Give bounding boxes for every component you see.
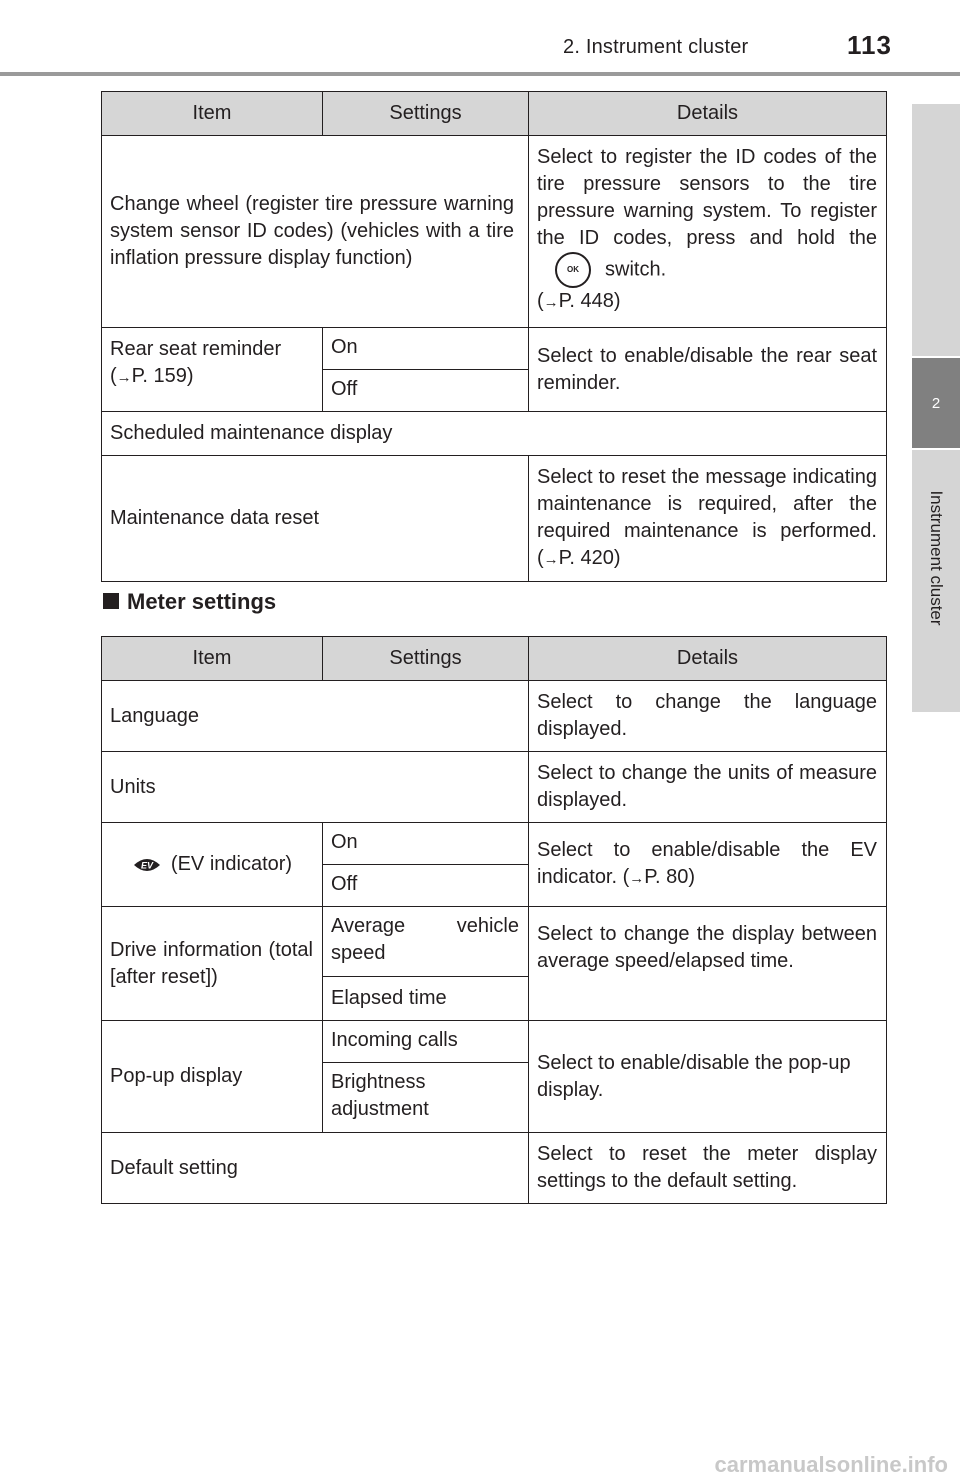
header-item: Item — [102, 637, 323, 681]
ok-switch-icon: OK — [555, 252, 591, 288]
chapter-tab-number: 2 — [912, 358, 960, 448]
table-header-row — [102, 92, 887, 136]
details-units: Select to change the units of measure displayed. — [529, 752, 887, 823]
setting-on: On — [323, 328, 529, 370]
table-row — [102, 1021, 887, 1063]
table-row — [102, 328, 887, 370]
page-ref-link[interactable]: P. 448) — [558, 290, 621, 312]
table-row — [102, 907, 887, 977]
item-units: Units — [102, 752, 529, 823]
ev-indicator-icon — [131, 856, 163, 874]
header-settings: Settings — [323, 92, 529, 136]
details-popup-display: Select to enable/disable the pop-up display. — [529, 1021, 887, 1133]
details-text: Select to reset the message indicating maintenance is required, after the required maintenance is performed. ( — [537, 466, 877, 569]
settings-table-1 — [101, 91, 887, 582]
table-row — [102, 752, 887, 823]
table-row — [102, 456, 887, 582]
section-title-text: Meter settings — [127, 589, 277, 614]
details-drive-information: Select to change the display between average speed/elapsed time. — [529, 907, 887, 1021]
details-text: Select to register the ID codes of the tire pressure sensors to the tire pressure warning system. To register the ID codes, press and hold the — [537, 146, 877, 249]
table-row — [102, 136, 887, 328]
table-row — [102, 823, 887, 865]
table-row — [102, 412, 887, 456]
item-popup-display: Pop-up display — [102, 1021, 323, 1133]
page-number: 113 — [847, 30, 892, 60]
header-divider — [0, 72, 960, 76]
item-drive-information: Drive information (total [after reset]) — [102, 907, 323, 1021]
setting-elapsed-time: Elapsed time — [323, 977, 529, 1021]
item-change-wheel: Change wheel (register tire pressure warning system sensor ID codes) (vehicles with a tire inflation pressure display function) — [102, 136, 529, 328]
arrow-icon: → — [543, 551, 559, 568]
setting-average-speed: Average vehicle speed — [323, 907, 529, 977]
arrow-icon: → — [116, 369, 132, 386]
details-text: Select to enable/disable the EV indicator. ( — [537, 839, 877, 888]
details-maintenance-reset — [529, 456, 887, 582]
chapter-tab-label: Instrument cluster — [927, 490, 946, 626]
details-change-wheel — [529, 136, 887, 328]
page-ref-link[interactable]: P. 420) — [558, 547, 621, 569]
header-details: Details — [529, 637, 887, 681]
setting-brightness: Brightness adjustment — [323, 1063, 529, 1133]
details-language: Select to change the language displayed. — [529, 681, 887, 752]
item-scheduled-maintenance: Scheduled maintenance display — [102, 412, 887, 456]
setting-incoming-calls: Incoming calls — [323, 1021, 529, 1063]
header-settings: Settings — [323, 637, 529, 681]
details-default-setting: Select to reset the meter display settings to the default setting. — [529, 1133, 887, 1204]
meter-settings-table — [101, 636, 887, 1204]
arrow-icon: → — [543, 294, 559, 311]
page-ref-link[interactable]: P. 159) — [131, 365, 194, 387]
item-maintenance-reset: Maintenance data reset — [102, 456, 529, 582]
details-text-switch: switch. — [605, 258, 667, 281]
section-title — [103, 589, 276, 615]
item-rear-seat-label: Rear seat reminder ( — [110, 338, 282, 387]
arrow-icon: → — [629, 870, 645, 887]
details-rear-seat: Select to enable/disable the rear seat reminder. — [529, 328, 887, 412]
setting-on: On — [323, 823, 529, 865]
side-tab-strip — [912, 104, 960, 356]
item-language: Language — [102, 681, 529, 752]
table-row — [102, 1133, 887, 1204]
details-ev — [529, 823, 887, 907]
item-rear-seat — [102, 328, 323, 412]
item-ev-label: (EV indicator) — [170, 853, 293, 875]
header-details: Details — [529, 92, 887, 136]
table-header-row — [102, 637, 887, 681]
page-ref-link[interactable]: P. 80) — [644, 866, 696, 888]
ref-open: ( — [537, 290, 544, 312]
square-bullet-icon — [103, 593, 119, 609]
section-heading: 2. Instrument cluster — [563, 36, 749, 58]
item-default-setting: Default setting — [102, 1133, 529, 1204]
table-row — [102, 681, 887, 752]
ev-icon-text: EV — [140, 860, 153, 871]
setting-off: Off — [323, 370, 529, 412]
item-ev-indicator — [102, 823, 323, 907]
watermark: carmanualsonline.info — [714, 1452, 948, 1477]
setting-off: Off — [323, 865, 529, 907]
header-item: Item — [102, 92, 323, 136]
